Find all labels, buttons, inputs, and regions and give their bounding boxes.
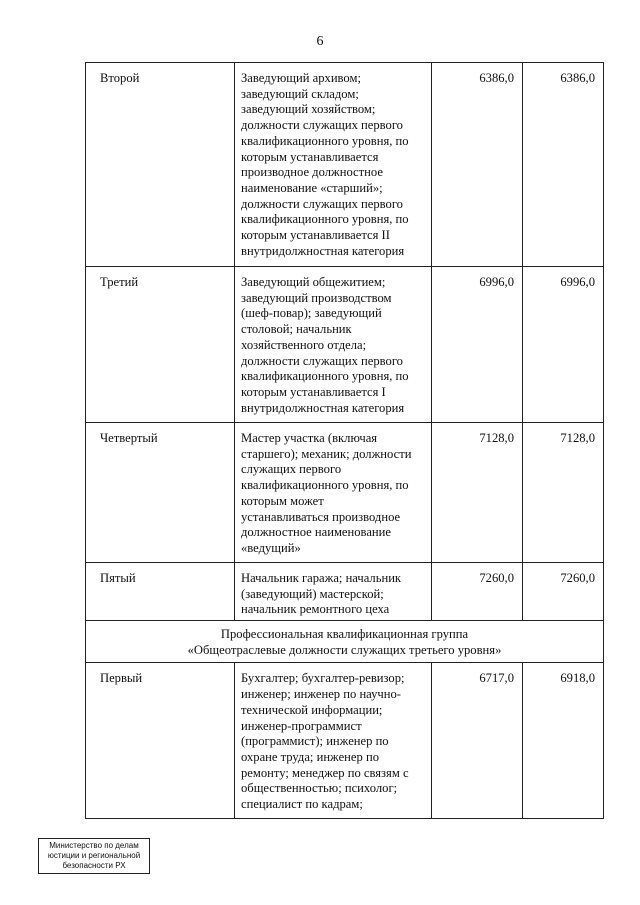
positions-cell: Бухгалтер; бухгалтер-ревизор; инженер; инженер по научно- технической информации; инженер-программист (программист); инженер по охране труда; инженер по ремонту; менеджер по связям с общественностью; психолог; специалист по кадрам; [235, 663, 432, 819]
group-header: Профессиональная квалификационная группа «Общеотраслевые должности служащих третьего уровня» [86, 621, 604, 663]
salary-cell: 6386,0 [523, 63, 604, 267]
salary-cell: 7260,0 [523, 563, 604, 621]
positions-cell: Начальник гаража; начальник (заведующий) мастерской; начальник ремонтного цеха [235, 563, 432, 621]
positions-cell: Заведующий архивом; заведующий складом; заведующий хозяйством; должности служащих первого квалификационного уровня, по которым устанавливается производное должностное наименование «старший»; должности служащих первого квалификационного уровня, по которым устанавливается II внутридолжностная категория [235, 63, 432, 267]
table-row [86, 267, 604, 423]
salary-cell: 6386,0 [432, 63, 523, 267]
level-cell: Третий [86, 267, 235, 423]
salary-cell: 6996,0 [432, 267, 523, 423]
level-cell: Пятый [86, 563, 235, 621]
table-row [86, 663, 604, 819]
salary-cell: 7128,0 [523, 423, 604, 563]
positions-cell: Мастер участка (включая старшего); механик; должности служащих первого квалификационного уровня, по которым может устанавливаться производное должностное наименование «ведущий» [235, 423, 432, 563]
table-row [86, 423, 604, 563]
salary-cell: 6918,0 [523, 663, 604, 819]
salary-cell: 7260,0 [432, 563, 523, 621]
salary-cell: 6996,0 [523, 267, 604, 423]
salary-table [85, 62, 604, 819]
level-cell: Второй [86, 63, 235, 267]
page-number: 6 [316, 34, 324, 49]
registration-stamp: Министерство по делам юстиции и региональной безопасности РХ [38, 838, 150, 874]
group-header-row [86, 621, 604, 663]
salary-cell: 6717,0 [432, 663, 523, 819]
level-cell: Первый [86, 663, 235, 819]
level-cell: Четвертый [86, 423, 235, 563]
positions-cell: Заведующий общежитием; заведующий производством (шеф-повар); заведующий столовой; начальник хозяйственного отдела; должности служащих первого квалификационного уровня, по которым устанавливается I внутридолжностная категория [235, 267, 432, 423]
table-row [86, 63, 604, 267]
salary-cell: 7128,0 [432, 423, 523, 563]
table-row [86, 563, 604, 621]
